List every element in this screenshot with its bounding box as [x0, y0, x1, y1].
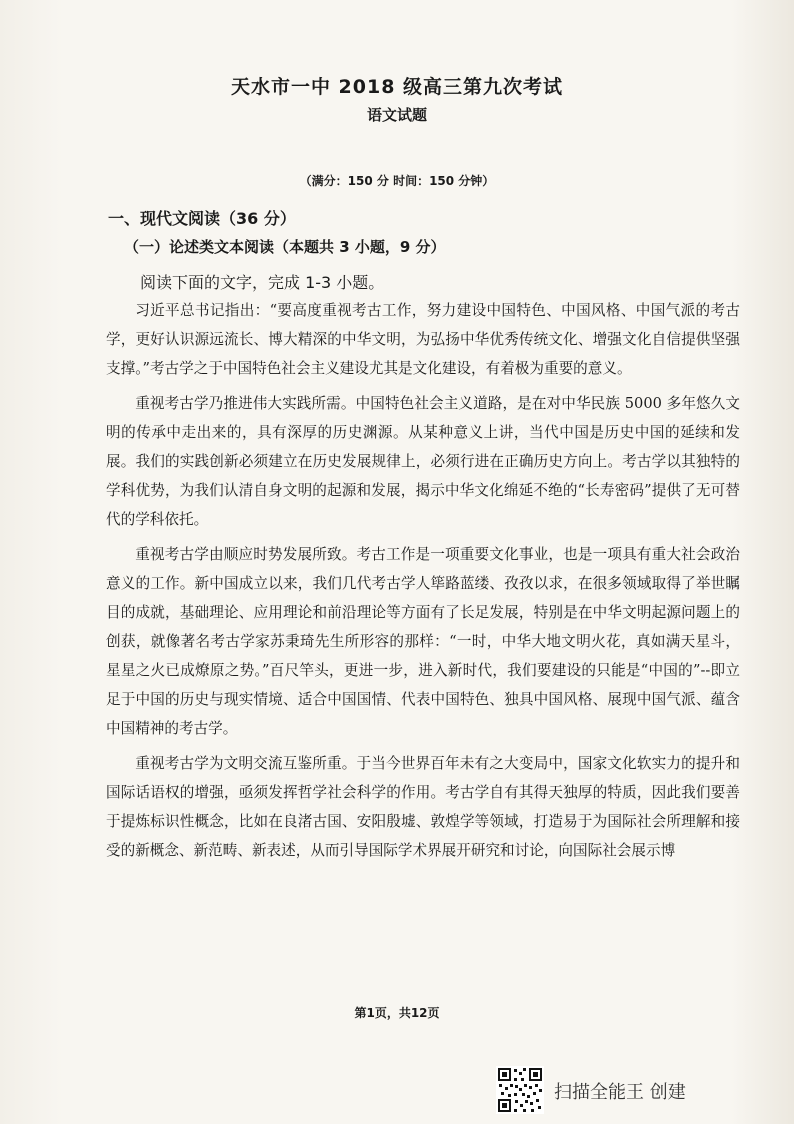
- paragraph: 重视考古学为文明交流互鉴所重。于当今世界百年未有之大变局中，国家文化软实力的提升和国际话语权的增强，亟须发挥哲学社会科学的作用。考古学自有其得天独厚的特质，因此我们要善于提炼标识性概念，比如在良渚古国、安阳殷墟、敦煌学等领域，打造易于为国际社会所理解和接受的新概念、新范畴、新表述，从而引导国际学术界展开研究和讨论，向国际社会展示博: [106, 755, 740, 859]
- subsection-heading: （一）论述类文本阅读（本题共 3 小题，9 分）: [124, 238, 446, 256]
- section-heading: 一、现代文阅读（36 分）: [108, 209, 296, 228]
- exam-meta: （满分：150 分 时间：150 分钟）: [299, 174, 495, 188]
- reading-instruction: 阅读下面的文字，完成 1-3 小题。: [140, 273, 385, 292]
- paragraph: 重视考古学乃推进伟大实践所需。中国特色社会主义道路，是在对中华民族 5000 多年悠久文明的传承中走出来的，具有深厚的历史渊源。从某种意义上讲，当代中国是历史中国的延续和发展。我们的实践创新必须建立在历史发展规律上，必须行进在正确历史方向上。考古学以其独特的学科优势，为我们认清自身文明的起源和发展，揭示中华文化绵延不绝的“长寿密码”提供了无可替代的学科依托。: [106, 395, 740, 528]
- page-number: 第1页，共12页: [354, 1006, 440, 1020]
- qr-code-icon: [496, 1066, 544, 1114]
- exam-title: 天水市一中 2018 级高三第九次考试: [230, 76, 564, 98]
- paragraph: 重视考古学由顺应时势发展所致。考古工作是一项重要文化事业，也是一项具有重大社会政治意义的工作。新中国成立以来，我们几代考古学人筚路蓝缕、孜孜以求，在很多领域取得了举世瞩目的成就，基础理论、应用理论和前沿理论等方面有了长足发展，特别是在中华文明起源问题上的创获，就像著名考古学家苏秉琦先生所形容的那样：“一时，中华大地文明火花，真如满天星斗，星星之火已成燎原之势。”百尺竿头，更进一步，进入新时代，我们要建设的只能是“中国的”--即立足于中国的历史与现实情境、适合中国国情、代表中国特色、独具中国风格、展现中国气派、蕴含中国精神的考古学。: [106, 546, 740, 737]
- paragraph: 习近平总书记指出：“要高度重视考古工作，努力建设中国特色、中国风格、中国气派的考古学，更好认识源远流长、博大精深的中华文明，为弘扬中华优秀传统文化、增强文化自信提供坚强支撑。”考古学之于中国特色社会主义建设尤其是文化建设，有着极为重要的意义。: [106, 302, 740, 377]
- exam-subject: 语文试题: [366, 106, 427, 124]
- scanner-watermark: 扫描全能王 创建: [554, 1082, 686, 1103]
- reading-passage: [106, 296, 740, 871]
